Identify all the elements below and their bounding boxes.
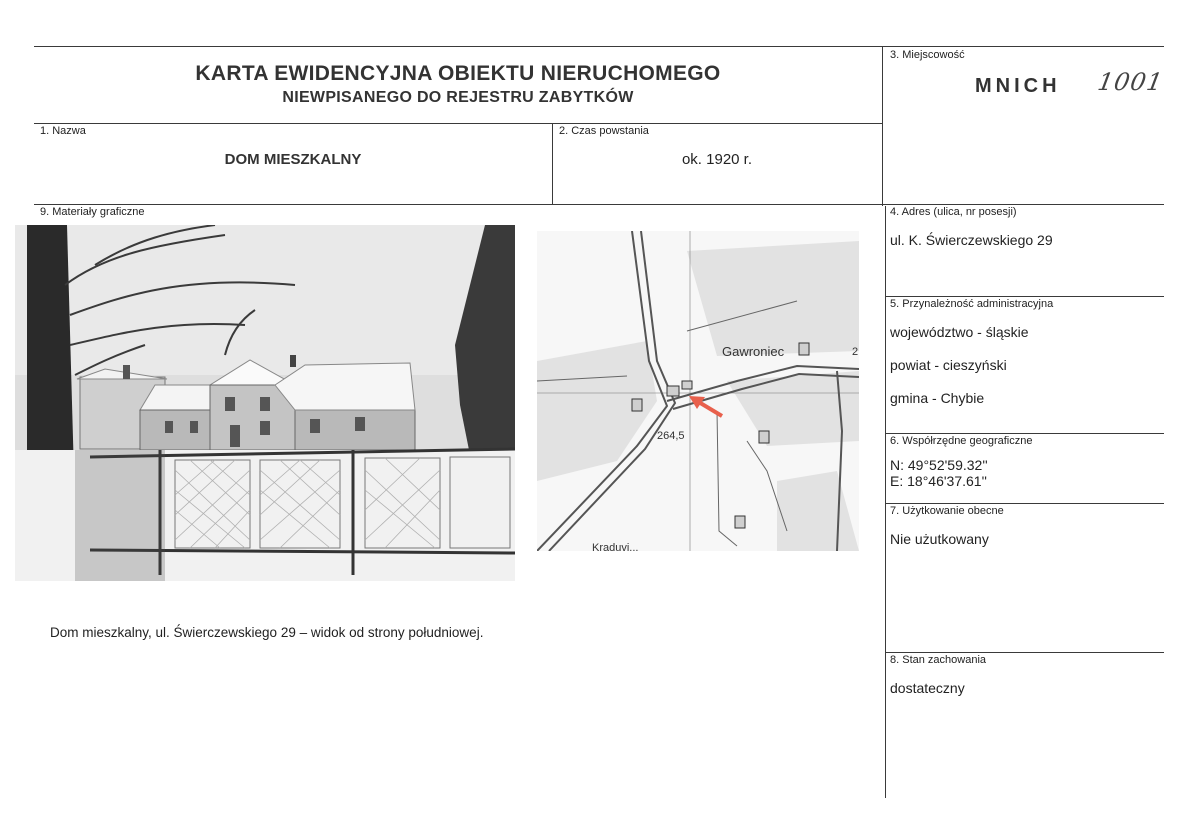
admin-county: powiat - cieszyński	[890, 357, 1007, 373]
usage-value: Nie użutkowany	[890, 531, 989, 547]
top-rule	[34, 46, 1164, 47]
name-value: DOM MIESZKALNY	[224, 151, 362, 168]
admin-commune: gmina - Chybie	[890, 390, 985, 406]
admin-label: 5. Przynależność administracyjna	[890, 298, 1054, 310]
locality-label: 3. Miejscowość	[890, 49, 965, 61]
photo-caption: Dom mieszkalny, ul. Świerczewskiego 29 – widok od strony południowej.	[50, 625, 484, 640]
usage-label: 7. Użytkowanie obecne	[890, 505, 1004, 517]
title-bottom-rule	[34, 123, 882, 124]
right-column-divider-lower	[885, 206, 886, 798]
map-place-label: Gawroniec	[722, 344, 785, 359]
rule-condition	[885, 652, 1164, 653]
map-edge-number: 2	[852, 346, 859, 358]
date-value: ok. 1920 r.	[681, 151, 753, 168]
document-title: KARTA EWIDENCYJNA OBIEKTU NIERUCHOMEGO	[195, 62, 721, 85]
location-map	[537, 231, 859, 551]
coords-label: 6. Współrzędne geograficzne	[890, 435, 1033, 447]
locality-value: MNICH	[975, 75, 1061, 97]
rule-coords	[885, 433, 1164, 434]
row2-bottom-rule	[34, 204, 1164, 205]
graphics-label: 9. Materiały graficzne	[40, 206, 145, 218]
date-label: 2. Czas powstania	[559, 125, 649, 137]
handwritten-number: 1001	[1095, 68, 1166, 96]
rule-usage	[885, 503, 1164, 504]
right-column-divider	[882, 46, 883, 206]
map-bottom-label: Kraduvi...	[592, 542, 639, 551]
address-label: 4. Adres (ulica, nr posesji)	[890, 206, 1017, 218]
address-value: ul. K. Świerczewskiego 29	[890, 232, 1053, 248]
coords-east: E: 18°46'37.61''	[890, 473, 987, 489]
house-photograph	[15, 225, 515, 581]
name-label: 1. Nazwa	[40, 125, 86, 137]
coords-north: N: 49°52'59.32''	[890, 457, 988, 473]
condition-label: 8. Stan zachowania	[890, 654, 987, 666]
map-elevation-label: 264,5	[657, 430, 685, 442]
rule-admin	[885, 296, 1164, 297]
condition-value: dostateczny	[890, 680, 965, 696]
admin-voivodeship: województwo - śląskie	[890, 324, 1029, 340]
document-subtitle: NIEWPISANEGO DO REJESTRU ZABYTKÓW	[282, 89, 634, 106]
